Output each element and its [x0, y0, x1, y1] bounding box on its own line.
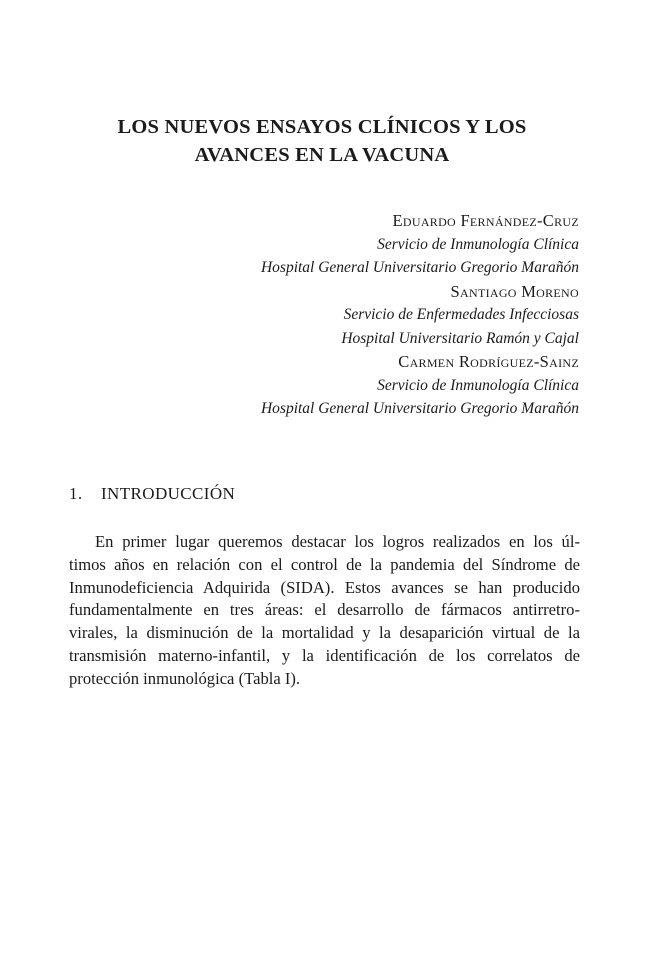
- author-name: Santiago Moreno: [450, 281, 579, 301]
- section-heading: [69, 482, 235, 506]
- author-hospital: Hospital General Universitario Gregorio Marañón: [260, 259, 579, 276]
- paragraph-line: Inmunodeficiencia Adquirida (SIDA). Estos avances se han producido: [69, 577, 580, 597]
- paragraph-line: timos años en relación con el control de la pandemia del Síndrome de: [69, 554, 580, 574]
- author-department: Servicio de Inmunología Clínica: [377, 376, 579, 394]
- author-block: [59, 209, 579, 280]
- author-department: Servicio de Enfermedades Infecciosas: [343, 306, 579, 323]
- section-title: INTRODUCCIÓN: [101, 484, 236, 503]
- paragraph-line: En primer lugar queremos destacar los logros realizados en los úl-: [95, 532, 580, 551]
- paragraph-line: transmisión materno-infantil, y la identificación de los correlatos de: [69, 645, 580, 665]
- paragraph-line: protección inmunológica (Tabla I).: [69, 668, 301, 688]
- author-name: Carmen Rodríguez-Sainz: [398, 352, 579, 371]
- author-name: Eduardo Fernández-Cruz: [392, 211, 579, 230]
- paragraph-line: virales, la disminución de la mortalidad y la desaparición virtual de la: [69, 623, 580, 643]
- author-department: Servicio de Inmunología Clínica: [377, 235, 579, 253]
- article-title-line-1: LOS NUEVOS ENSAYOS CLÍNICOS Y LOS: [117, 116, 527, 138]
- author-block: [59, 280, 579, 351]
- author-hospital: Hospital General Universitario Gregorio Marañón: [260, 400, 579, 417]
- article-title-line-2: AVANCES EN LA VACUNA: [194, 144, 450, 166]
- section-number: 1.: [69, 484, 83, 503]
- paragraph-line: fundamentalmente en tres áreas: el desarrollo de fármacos antirretro-: [69, 600, 580, 620]
- author-block: [59, 350, 579, 421]
- author-hospital: Hospital Universitario Ramón y Cajal: [341, 329, 579, 347]
- article-title: [62, 113, 582, 169]
- author-list: [59, 209, 579, 421]
- intro-paragraph: [69, 531, 580, 691]
